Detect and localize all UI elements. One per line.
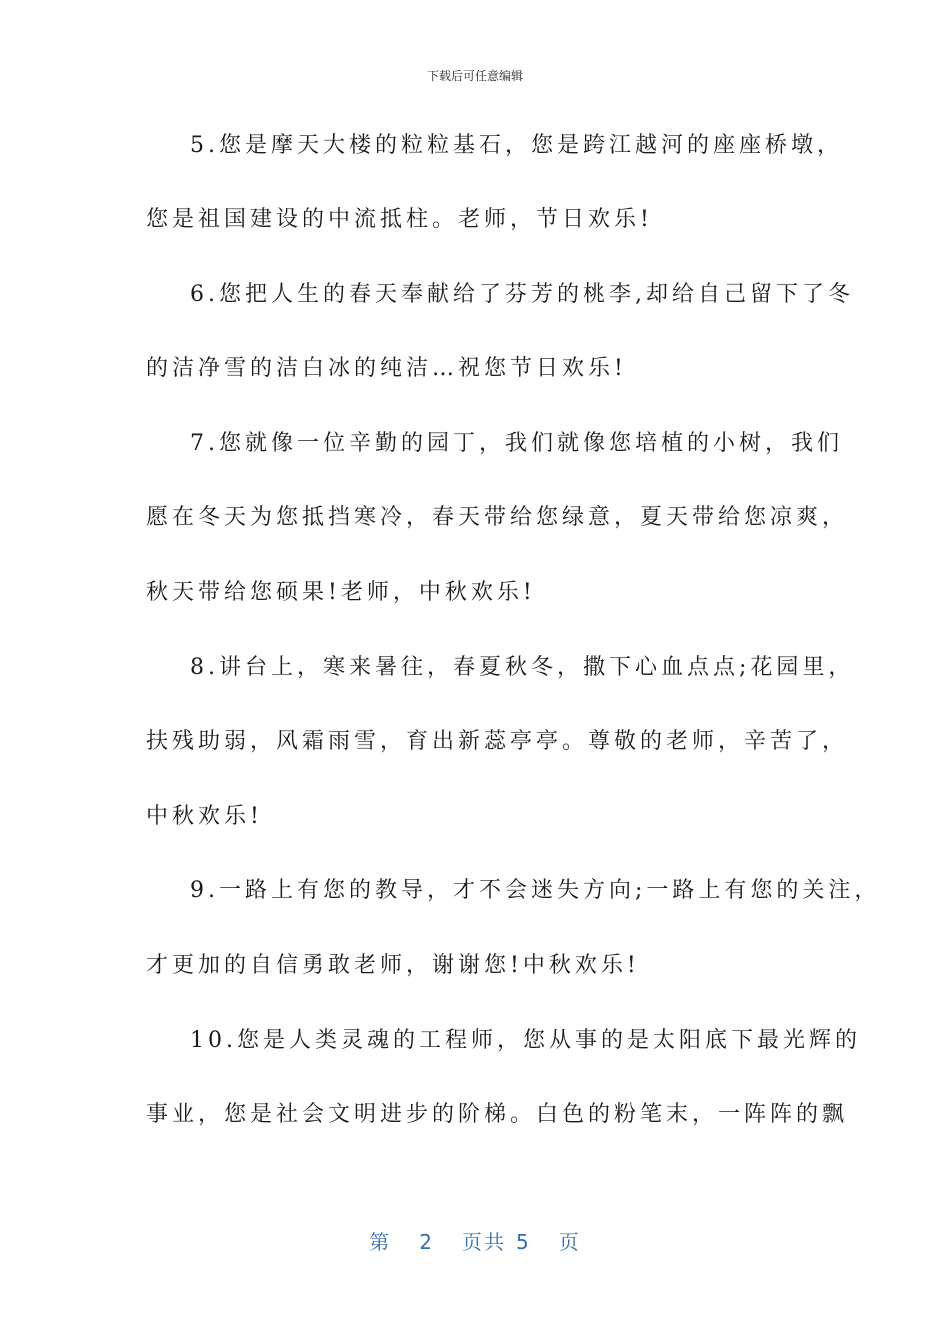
footer-ye-gong: 页共 [462, 1230, 506, 1254]
page-number-footer [0, 1226, 950, 1255]
page-header: 下载后可任意编辑 [426, 69, 523, 83]
paragraph-line: 事业，您是社会文明进步的阶梯。白色的粉笔末，一阵阵的飘 [146, 1102, 849, 1127]
paragraph-line: 才更加的自信勇敢老师，谢谢您!中秋欢乐! [146, 953, 640, 978]
paragraph-line: 8.讲台上，寒来暑往，春夏秋冬，撒下心血点点;花园里， [190, 655, 855, 680]
paragraph-line: 6.您把人生的春天奉献给了芬芳的桃李,却给自己留下了冬 [190, 282, 854, 307]
paragraph-line: 的洁净雪的洁白冰的纯洁…祝您节日欢乐! [146, 356, 627, 381]
paragraph-line: 愿在冬天为您抵挡寒冷，春天带给您绿意，夏天带给您凉爽， [146, 505, 849, 530]
paragraph-line: 秋天带给您硕果!老师，中秋欢乐! [146, 580, 536, 605]
current-page-number: 2 [419, 1230, 434, 1254]
paragraph-line: 7.您就像一位辛勤的园丁，我们就像您培植的小树，我们 [190, 431, 843, 456]
footer-di: 第 [369, 1230, 392, 1254]
paragraph-line: 扶残助弱，风霜雨雪，育出新蕊亭亭。尊敬的老师，辛苦了， [146, 729, 849, 754]
paragraph-line: 您是祖国建设的中流抵柱。老师，节日欢乐! [146, 207, 653, 232]
paragraph-line: 中秋欢乐! [146, 804, 263, 829]
footer-ye: 页 [558, 1230, 581, 1254]
paragraph-line: 9.一路上有您的教导，才不会迷失方向;一路上有您的关注， [190, 878, 881, 903]
paragraph-line: 5.您是摩天大楼的粒粒基石，您是跨江越河的座座桥墩， [190, 133, 843, 158]
paragraph-line: 10.您是人类灵魂的工程师，您从事的是太阳底下最光辉的 [190, 1028, 861, 1053]
total-page-number: 5 [516, 1230, 531, 1254]
